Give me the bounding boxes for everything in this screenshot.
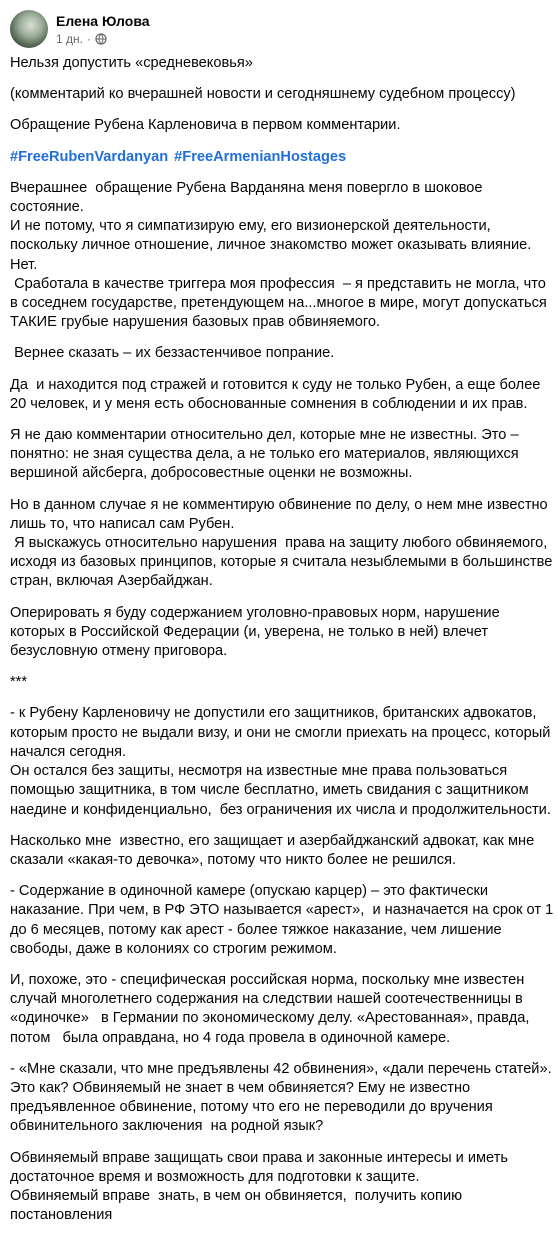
post-meta bbox=[56, 12, 150, 47]
post-paragraph: Вчерашнее обращение Рубена Варданяна меня повергло в шоковое состояние. И не потому, что я симпатизирую ему, его визионерской деятельности, поскольку личное отношение, личное знакомство может оказывать влияние. Нет. Сработала в качестве триггера моя профессия – я представить не могла, что в соседнем государстве, претендующем на...многое в мире, могут допускаться ТАКИЕ грубые нарушения базовых прав обвиняемого. bbox=[10, 179, 547, 331]
post-paragraph: - Содержание в одиночной камере (опускаю карцер) – это фактически наказание. При чем, в РФ ЭТО называется «арест», и назначается на срок от 1 до 6 месяцев, потому как арест - более тяжкое наказание, чем лишение свободы, даже в колониях со строгим режимом. bbox=[10, 883, 557, 957]
post-paragraph: - «Мне сказали, что мне предъявлены 42 обвинения», «дали перечень статей». Это как? Обвиняемый не знает в чем обвиняется? Ему не известно предъявленное обвинение, потому что его не переводили до вручения обвинительного заключения на родной язык? bbox=[10, 1060, 556, 1135]
hashtag-link[interactable]: #FreeRubenVardanyan bbox=[10, 148, 169, 165]
post-paragraph: Оперировать я буду содержанием уголовно-правовых норм, нарушение которых в Российской Федерации (и, уверена, не только в ней) влечет безусловную отмену приговора. bbox=[10, 604, 504, 660]
separator-dot: · bbox=[86, 31, 91, 46]
post-paragraph: И, похоже, это - специфическая российская норма, поскольку мне известен случай многолетнего содержания на следствии нашей соотечественницы в «одиночке» в Германии по экономическому делу. «Арестованная», правда, потом была оправдана, но 4 года провела в одиночной камере. bbox=[10, 971, 534, 1046]
author-avatar[interactable] bbox=[10, 10, 48, 48]
globe-icon[interactable] bbox=[95, 33, 107, 45]
post-paragraph: Вернее сказать – их беззастенчивое попрание. bbox=[10, 345, 335, 362]
post-paragraph: Но в данном случае я не комментирую обвинение по делу, о нем мне известно лишь то, что написал сам Рубен. Я выскажусь относительно нарушения права на защиту любого обвиняемого, исходя из базовых принципов, которые я считала незыблемыми в большинстве стран, включая Азербайджан. bbox=[10, 496, 553, 590]
post-paragraph: (комментарий ко вчерашней новости и сегодняшнему судебном процессу) bbox=[10, 86, 516, 103]
post-body bbox=[10, 54, 555, 1237]
hashtag-link[interactable]: #FreeArmenianHostages bbox=[174, 148, 347, 165]
post-paragraph: Нельзя допустить «средневековья» bbox=[10, 55, 253, 71]
post-paragraph: Да и находится под стражей и готовится к суду не только Рубен, а еще более 20 человек, и у меня есть обоснованные сомнения в соблюдении и их прав. bbox=[10, 376, 545, 412]
post-paragraph: Обвиняемый вправе защищать свои права и законные интересы и иметь достаточное время и возможность для подготовки к защите. Обвиняемый вправе знать, в чем он обвиняется, получить копию постановления bbox=[10, 1149, 508, 1224]
post-timestamp[interactable]: 1 дн. bbox=[56, 31, 83, 46]
post-paragraph: Обращение Рубена Карленовича в первом комментарии. bbox=[10, 117, 401, 134]
hashtags bbox=[10, 148, 555, 167]
post-paragraph: Насколько мне известно, его защищает и азербайджанский адвокат, как мне сказали «какая-то девочка», потому что никто более не решился. bbox=[10, 832, 539, 868]
author-name[interactable]: Елена Юлова bbox=[56, 12, 150, 29]
post-paragraph: - к Рубену Карленовичу не допустили его защитников, британских адвокатов, которым просто не выдали визу, и они не смогли приехать на процесс, который начался сегодня. Он остался без защиты, несмотря на известные мне права пользоваться помощью защитника, в том числе бесплатно, иметь свидания с защитником наедине и конфиденциально, без ограничения их числа и продолжительности. bbox=[10, 705, 551, 818]
post-paragraph: Я не даю комментарии относительно дел, которые мне не известны. Это – понятно: не зная существа дела, а не только его материалов, являющихся вершиной айсберга, добросовестные оценки не возможны. bbox=[10, 427, 523, 482]
post-header bbox=[10, 8, 150, 50]
post-paragraph: *** bbox=[10, 674, 28, 691]
post-subline bbox=[56, 31, 150, 47]
